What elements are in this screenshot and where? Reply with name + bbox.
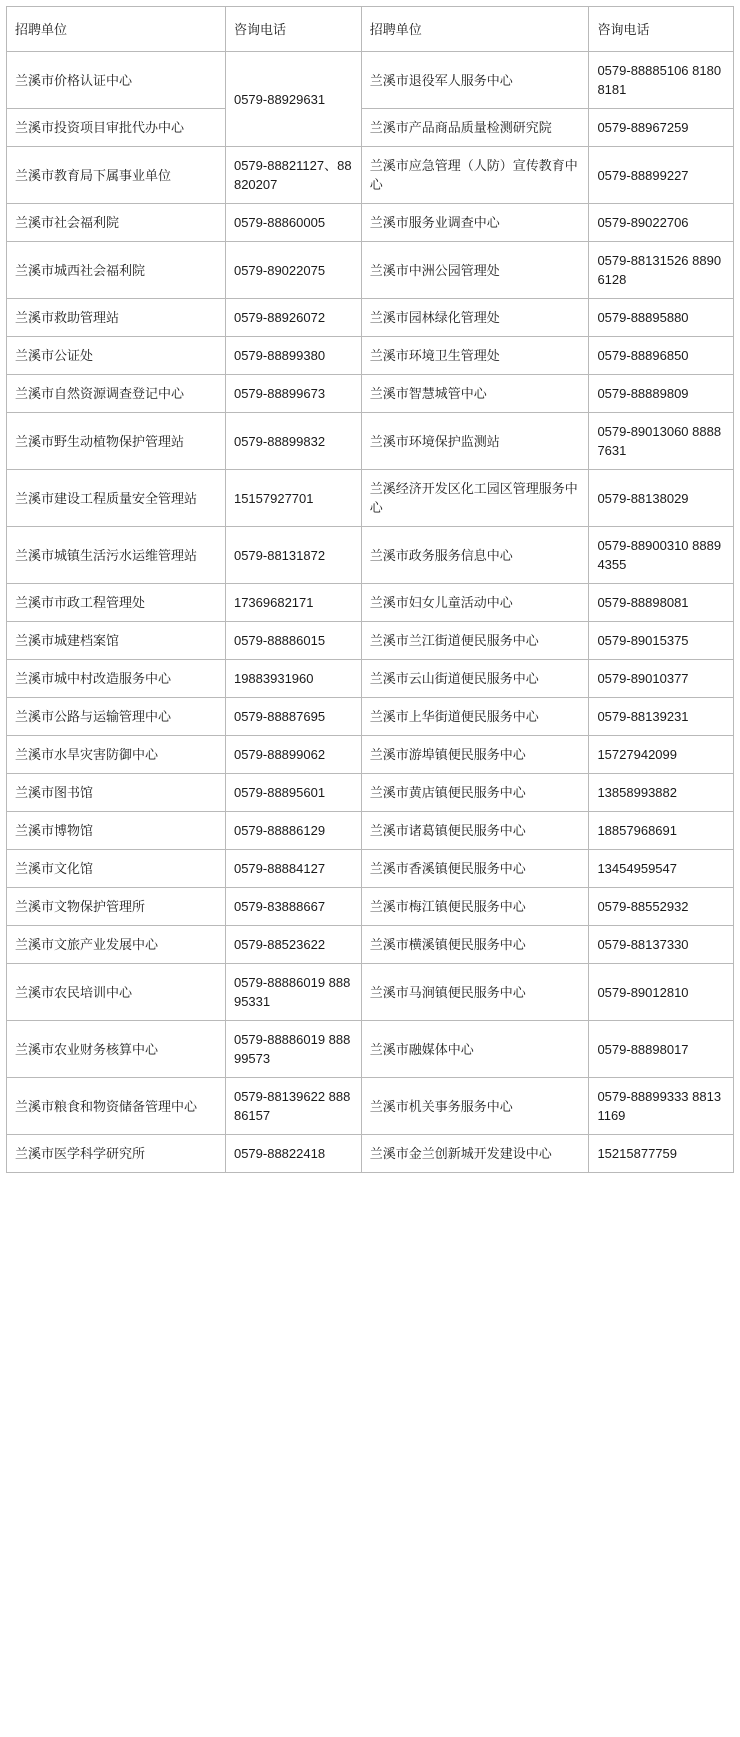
table-row <box>7 299 734 337</box>
cell-phone-left: 0579-89022075 <box>225 242 361 299</box>
table-row <box>7 375 734 413</box>
table-row <box>7 337 734 375</box>
table-row <box>7 242 734 299</box>
cell-unit-left: 兰溪市城西社会福利院 <box>7 242 226 299</box>
table-row <box>7 888 734 926</box>
cell-unit-left: 兰溪市公证处 <box>7 337 226 375</box>
cell-phone-right: 0579-89012810 <box>589 964 734 1021</box>
cell-phone-left: 0579-88886129 <box>225 812 361 850</box>
cell-unit-right: 兰溪市游埠镇便民服务中心 <box>361 736 589 774</box>
cell-unit-left: 兰溪市野生动植物保护管理站 <box>7 413 226 470</box>
cell-phone-left: 19883931960 <box>225 660 361 698</box>
cell-unit-left: 兰溪市社会福利院 <box>7 204 226 242</box>
cell-phone-right: 0579-89013060 88887631 <box>589 413 734 470</box>
cell-unit-left: 兰溪市水旱灾害防御中心 <box>7 736 226 774</box>
cell-phone-left: 15157927701 <box>225 470 361 527</box>
cell-phone-right: 0579-88899333 88131169 <box>589 1078 734 1135</box>
table-row <box>7 147 734 204</box>
cell-unit-left: 兰溪市自然资源调查登记中心 <box>7 375 226 413</box>
column-header-unit-right: 招聘单位 <box>361 7 589 52</box>
cell-unit-left: 兰溪市文旅产业发展中心 <box>7 926 226 964</box>
cell-phone-left: 0579-83888667 <box>225 888 361 926</box>
cell-phone-left: 17369682171 <box>225 584 361 622</box>
cell-phone-right: 0579-88138029 <box>589 470 734 527</box>
cell-phone-left: 0579-88899832 <box>225 413 361 470</box>
cell-phone-left: 0579-88860005 <box>225 204 361 242</box>
cell-phone-right: 0579-88889809 <box>589 375 734 413</box>
table-row <box>7 622 734 660</box>
cell-unit-right: 兰溪市梅江镇便民服务中心 <box>361 888 589 926</box>
cell-unit-right: 兰溪市黄店镇便民服务中心 <box>361 774 589 812</box>
cell-phone-right: 0579-89022706 <box>589 204 734 242</box>
table-row <box>7 413 734 470</box>
cell-phone-right: 0579-88899227 <box>589 147 734 204</box>
cell-unit-right: 兰溪市退役军人服务中心 <box>361 52 589 109</box>
cell-phone-left: 0579-88887695 <box>225 698 361 736</box>
cell-phone-left: 0579-88884127 <box>225 850 361 888</box>
table-row <box>7 1135 734 1173</box>
cell-unit-right: 兰溪市横溪镇便民服务中心 <box>361 926 589 964</box>
cell-phone-left: 0579-88895601 <box>225 774 361 812</box>
cell-unit-right: 兰溪市智慧城管中心 <box>361 375 589 413</box>
cell-unit-right: 兰溪市应急管理（人防）宣传教育中心 <box>361 147 589 204</box>
cell-unit-left: 兰溪市价格认证中心 <box>7 52 226 109</box>
cell-phone-left: 0579-88886019 88899573 <box>225 1021 361 1078</box>
cell-phone-right: 0579-89010377 <box>589 660 734 698</box>
table-row <box>7 774 734 812</box>
cell-unit-right: 兰溪市马涧镇便民服务中心 <box>361 964 589 1021</box>
cell-phone-right: 15727942099 <box>589 736 734 774</box>
cell-unit-right: 兰溪市机关事务服务中心 <box>361 1078 589 1135</box>
cell-unit-right: 兰溪市环境保护监测站 <box>361 413 589 470</box>
table-row <box>7 926 734 964</box>
cell-phone-left: 0579-88131872 <box>225 527 361 584</box>
cell-unit-right: 兰溪市园林绿化管理处 <box>361 299 589 337</box>
cell-unit-right: 兰溪市政务服务信息中心 <box>361 527 589 584</box>
table-body <box>7 52 734 1173</box>
cell-unit-left: 兰溪市救助管理站 <box>7 299 226 337</box>
cell-phone-right: 0579-88898017 <box>589 1021 734 1078</box>
cell-unit-left: 兰溪市城建档案馆 <box>7 622 226 660</box>
cell-unit-left: 兰溪市投资项目审批代办中心 <box>7 109 226 147</box>
cell-unit-left: 兰溪市农业财务核算中心 <box>7 1021 226 1078</box>
cell-phone-right: 0579-88137330 <box>589 926 734 964</box>
cell-unit-right: 兰溪市产品商品质量检测研究院 <box>361 109 589 147</box>
cell-unit-left: 兰溪市文化馆 <box>7 850 226 888</box>
cell-phone-right: 0579-88139231 <box>589 698 734 736</box>
cell-phone-left: 0579-88899380 <box>225 337 361 375</box>
table-row <box>7 736 734 774</box>
cell-phone-left: 0579-88822418 <box>225 1135 361 1173</box>
cell-phone-left: 0579-88899062 <box>225 736 361 774</box>
cell-unit-left: 兰溪市粮食和物资储备管理中心 <box>7 1078 226 1135</box>
table-header-row <box>7 7 734 52</box>
cell-unit-left: 兰溪市农民培训中心 <box>7 964 226 1021</box>
cell-phone-right: 0579-88898081 <box>589 584 734 622</box>
cell-unit-right: 兰溪经济开发区化工园区管理服务中心 <box>361 470 589 527</box>
cell-phone-left: 0579-88926072 <box>225 299 361 337</box>
cell-unit-left: 兰溪市教育局下属事业单位 <box>7 147 226 204</box>
cell-phone-right: 13858993882 <box>589 774 734 812</box>
cell-unit-right: 兰溪市环境卫生管理处 <box>361 337 589 375</box>
cell-phone-right: 13454959547 <box>589 850 734 888</box>
table-row <box>7 812 734 850</box>
table-row <box>7 964 734 1021</box>
cell-unit-right: 兰溪市诸葛镇便民服务中心 <box>361 812 589 850</box>
cell-unit-right: 兰溪市香溪镇便民服务中心 <box>361 850 589 888</box>
cell-phone-left: 0579-88899673 <box>225 375 361 413</box>
cell-phone-left: 0579-88821127、88820207 <box>225 147 361 204</box>
cell-unit-left: 兰溪市医学科学研究所 <box>7 1135 226 1173</box>
table-row <box>7 204 734 242</box>
cell-phone-right: 0579-88552932 <box>589 888 734 926</box>
cell-unit-left: 兰溪市市政工程管理处 <box>7 584 226 622</box>
cell-unit-left: 兰溪市建设工程质量安全管理站 <box>7 470 226 527</box>
cell-phone-right: 15215877759 <box>589 1135 734 1173</box>
cell-phone-left: 0579-88886015 <box>225 622 361 660</box>
table-row <box>7 52 734 109</box>
cell-unit-left: 兰溪市城镇生活污水运维管理站 <box>7 527 226 584</box>
cell-phone-right: 18857968691 <box>589 812 734 850</box>
cell-phone-right: 0579-88131526 88906128 <box>589 242 734 299</box>
column-header-unit-left: 招聘单位 <box>7 7 226 52</box>
cell-unit-left: 兰溪市图书馆 <box>7 774 226 812</box>
recruitment-contact-table <box>6 6 734 1173</box>
cell-phone-right: 0579-88896850 <box>589 337 734 375</box>
cell-phone-right: 0579-88885106 81808181 <box>589 52 734 109</box>
cell-unit-right: 兰溪市云山街道便民服务中心 <box>361 660 589 698</box>
table-row <box>7 1078 734 1135</box>
cell-unit-right: 兰溪市中洲公园管理处 <box>361 242 589 299</box>
table-header <box>7 7 734 52</box>
cell-phone-right: 0579-89015375 <box>589 622 734 660</box>
cell-unit-right: 兰溪市兰江街道便民服务中心 <box>361 622 589 660</box>
table-row <box>7 109 734 147</box>
table-row <box>7 470 734 527</box>
column-header-phone-right: 咨询电话 <box>589 7 734 52</box>
cell-phone-left: 0579-88929631 <box>225 52 361 147</box>
cell-unit-left: 兰溪市城中村改造服务中心 <box>7 660 226 698</box>
table-row <box>7 584 734 622</box>
cell-unit-left: 兰溪市文物保护管理所 <box>7 888 226 926</box>
cell-phone-left: 0579-88886019 88895331 <box>225 964 361 1021</box>
table-row <box>7 1021 734 1078</box>
column-header-phone-left: 咨询电话 <box>225 7 361 52</box>
cell-unit-right: 兰溪市融媒体中心 <box>361 1021 589 1078</box>
cell-phone-right: 0579-88895880 <box>589 299 734 337</box>
cell-unit-left: 兰溪市公路与运输管理中心 <box>7 698 226 736</box>
cell-phone-left: 0579-88523622 <box>225 926 361 964</box>
table-row <box>7 698 734 736</box>
cell-phone-right: 0579-88967259 <box>589 109 734 147</box>
cell-unit-right: 兰溪市上华街道便民服务中心 <box>361 698 589 736</box>
cell-phone-left: 0579-88139622 88886157 <box>225 1078 361 1135</box>
table-row <box>7 660 734 698</box>
table-row <box>7 527 734 584</box>
cell-phone-right: 0579-88900310 88894355 <box>589 527 734 584</box>
table-row <box>7 850 734 888</box>
cell-unit-right: 兰溪市服务业调查中心 <box>361 204 589 242</box>
cell-unit-left: 兰溪市博物馆 <box>7 812 226 850</box>
cell-unit-right: 兰溪市妇女儿童活动中心 <box>361 584 589 622</box>
cell-unit-right: 兰溪市金兰创新城开发建设中心 <box>361 1135 589 1173</box>
